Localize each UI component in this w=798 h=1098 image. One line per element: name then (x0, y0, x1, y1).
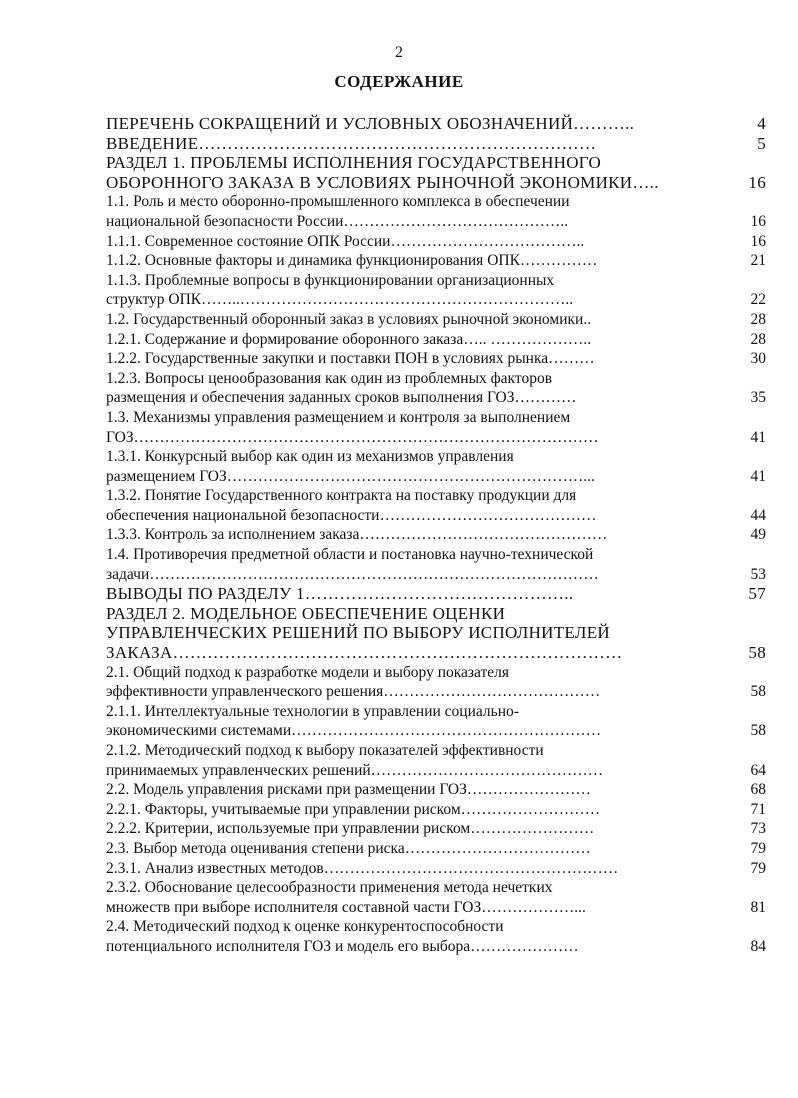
toc-entry[interactable] (106, 271, 766, 310)
toc-entry-page-number: 79 (750, 839, 766, 857)
toc-entry-page-number: 84 (750, 937, 766, 955)
toc-entry[interactable] (106, 408, 766, 447)
toc-entry-text-line: размещением ГОЗ……………………………………………………………... (106, 467, 595, 485)
toc-entry[interactable] (106, 310, 766, 330)
toc-entry[interactable] (106, 349, 766, 369)
toc-entry-text-line: РАЗДЕЛ 2. МОДЕЛЬНОЕ ОБЕСПЕЧЕНИЕ ОЦЕНКИ (106, 603, 506, 623)
toc-entry-text-line: задачи…………………………………………………………………………… (106, 565, 599, 583)
toc-entry[interactable] (106, 192, 766, 231)
toc-entry-text-line: ГОЗ……………………………………………………………………………… (106, 428, 599, 446)
toc-entry[interactable] (106, 839, 766, 859)
toc-entry[interactable] (106, 447, 766, 486)
toc-entry-text-line: эффективности управленческого решения…………………………………… (106, 683, 601, 701)
toc-entry-text-line: множеств при выборе исполнителя составной части ГОЗ………………... (106, 898, 586, 916)
toc-entry-text-line: 1.2.1. Содержание и формирование оборонного заказа….. ……………….. (106, 330, 592, 348)
toc-entry[interactable] (106, 859, 766, 879)
toc-entry-text-line: 1.3.2. Понятие Государственного контракта на поставку продукции для (106, 487, 577, 505)
toc-entry[interactable] (106, 800, 766, 820)
toc-entry[interactable] (106, 486, 766, 525)
toc-entry-text-line: 1.1. Роль и место оборонно-промышленного комплекса в обеспечении (106, 193, 570, 211)
toc-entry-page-number: 58 (750, 722, 766, 740)
toc-entry-text-line: 2.3. Выбор метода оценивания степени риска……………………………… (106, 839, 591, 857)
toc-entry[interactable] (106, 584, 766, 604)
toc-entry[interactable] (106, 153, 766, 192)
toc-entry-page-number: 4 (757, 114, 766, 133)
toc-entry-text-line: 2.4. Методический подход к оценке конкурентоспособности (106, 918, 504, 936)
toc-entry-text-line: 1.3. Механизмы управления размещением и контроля за выполнением (106, 408, 571, 426)
toc-entry-page-number: 79 (750, 859, 766, 877)
toc-entry-text-line: 2.3.2. Обоснование целесообразности применения метода нечетких (106, 879, 553, 897)
toc-entry-text-line: 2.1.2. Методический подход к выбору показателей эффективности (106, 742, 544, 759)
toc-entry[interactable] (106, 114, 766, 134)
toc-entry-page-number: 81 (750, 898, 766, 916)
toc-entry[interactable] (106, 369, 766, 408)
toc-entry-page-number: 16 (750, 232, 766, 250)
toc-entry-text-line: ПЕРЕЧЕНЬ СОКРАЩЕНИЙ И УСЛОВНЫХ ОБОЗНАЧЕНИЙ……….. (106, 114, 635, 133)
toc-entry-text-line: ОБОРОННОГО ЗАКАЗА В УСЛОВИЯХ РЫНОЧНОЙ ЭКОНОМИКИ….. (106, 172, 659, 192)
toc-entry-page-number: 57 (748, 584, 766, 604)
toc-entry-page-number: 41 (750, 467, 766, 485)
toc-entry-page-number: 53 (750, 565, 766, 583)
toc-entry[interactable] (106, 251, 766, 271)
toc-entry-text-line: 2.1.1. Интеллектуальные технологии в управлении социально- (106, 702, 519, 720)
toc-entry-page-number: 16 (750, 212, 766, 230)
toc-entry-text-line: национальной безопасности России…………………………………….. (106, 212, 569, 230)
toc-entry-page-number: 35 (750, 389, 766, 407)
toc-entry-text-line: 1.1.1. Современное состояние ОПК России……………………………….. (106, 232, 585, 250)
toc-entry-text-line: 1.4. Противоречия предметной области и постановка научно-технической (106, 546, 594, 564)
toc-entry-text-line: 1.3.3. Контроль за исполнением заказа………………………………………… (106, 526, 608, 544)
toc-entry[interactable] (106, 917, 766, 956)
toc-entry[interactable] (106, 545, 766, 584)
toc-entry[interactable] (106, 525, 766, 545)
toc-entry-page-number: 73 (750, 820, 766, 838)
toc-entry-text-line: 2.1. Общий подход к разработке модели и выбору показателя (106, 663, 510, 681)
toc-entry-text-line: РАЗДЕЛ 1. ПРОБЛЕМЫ ИСПОЛНЕНИЯ ГОСУДАРСТВЕННОГО (106, 153, 602, 173)
toc-entry-text-line: ВЫВОДЫ ПО РАЗДЕЛУ 1……………………………………….. (106, 584, 574, 604)
toc-entry-page-number: 16 (748, 172, 766, 192)
toc-entry-text-line: ЗАКАЗА…………………………………………………………………… (106, 643, 623, 663)
toc-entry-text-line: обеспечения национальной безопасности…………………………………… (106, 506, 597, 524)
toc-entry-page-number: 22 (750, 291, 766, 309)
toc-entry-page-number: 64 (750, 761, 766, 779)
toc-entry-page-number: 28 (750, 310, 766, 328)
toc-entry-text-line: потенциального исполнителя ГОЗ и модель его выбора………………… (106, 937, 579, 955)
toc-entry-page-number: 49 (750, 526, 766, 544)
toc-entry[interactable] (106, 663, 766, 702)
toc-entry[interactable] (106, 330, 766, 350)
toc-entry-text-line: размещения и обеспечения заданных сроков выполнения ГОЗ………… (106, 389, 577, 407)
toc-entry-text-line: ВВЕДЕНИЕ…………………………………………………………… (106, 133, 597, 153)
toc-entry-page-number: 5 (757, 133, 766, 153)
toc-entry-page-number: 58 (750, 683, 766, 701)
toc-entry-page-number: 71 (750, 800, 766, 818)
toc-entry-text-line: 1.1.2. Основные факторы и динамика функционирования ОПК…………… (106, 252, 598, 270)
toc-entry-text-line: 1.3.1. Конкурсный выбор как один из механизмов управления (106, 448, 514, 466)
toc-entry-text-line: 2.2. Модель управления рисками при размещении ГОЗ…………………… (106, 781, 591, 799)
toc-entry[interactable] (106, 232, 766, 252)
toc-entry-page-number: 58 (748, 643, 766, 663)
toc-entry-text-line: экономическими системами…………………………………………………… (106, 722, 602, 740)
toc-entry-text-line: 2.3.1. Анализ известных методов………………………………………………… (106, 859, 619, 877)
toc-entry-page-number: 68 (750, 781, 766, 799)
toc-entry-text-line: УПРАВЛЕНЧЕСКИХ РЕШЕНИЙ ПО ВЫБОРУ ИСПОЛНИТЕЛЕЙ (106, 623, 610, 643)
toc-entry-text-line: 2.2.1. Факторы, учитываемые при управлении риском……………………… (106, 800, 601, 818)
toc-entry-text-line: 2.2.2. Критерии, используемые при управлении риском…………………… (106, 820, 595, 838)
toc-entry-text-line: принимаемых управленческих решений……………………………………… (106, 761, 604, 779)
toc-entry-page-number: 21 (750, 252, 766, 270)
toc-entry-page-number: 30 (750, 350, 766, 368)
toc-entry-text-line: 1.2.2. Государственные закупки и поставки ПОН в условиях рынка……… (106, 350, 595, 368)
toc-entry[interactable] (106, 819, 766, 839)
page-number: 2 (395, 44, 403, 61)
toc-entry-text-line: 1.1.3. Проблемные вопросы в функционировании организационных (106, 271, 555, 289)
toc-entry[interactable] (106, 878, 766, 917)
toc-entry-page-number: 44 (750, 506, 766, 524)
toc-entry[interactable] (106, 134, 766, 154)
toc-entry[interactable] (106, 604, 766, 663)
toc-entry-text-line: 1.2.3. Вопросы ценообразования как один из проблемных факторов (106, 369, 553, 387)
page-title: СОДЕРЖАНИЕ (334, 72, 464, 91)
table-of-contents (106, 114, 766, 957)
toc-entry[interactable] (106, 702, 766, 741)
toc-entry-text-line: структур ОПК……..……………………………………………………….. (106, 291, 574, 309)
toc-entry-page-number: 28 (750, 330, 766, 348)
toc-entry[interactable] (106, 741, 766, 780)
toc-entry[interactable] (106, 780, 766, 800)
toc-entry-page-number: 41 (750, 428, 766, 446)
toc-entry-text-line: 1.2. Государственный оборонный заказ в условиях рыночной экономики.. (106, 310, 592, 328)
